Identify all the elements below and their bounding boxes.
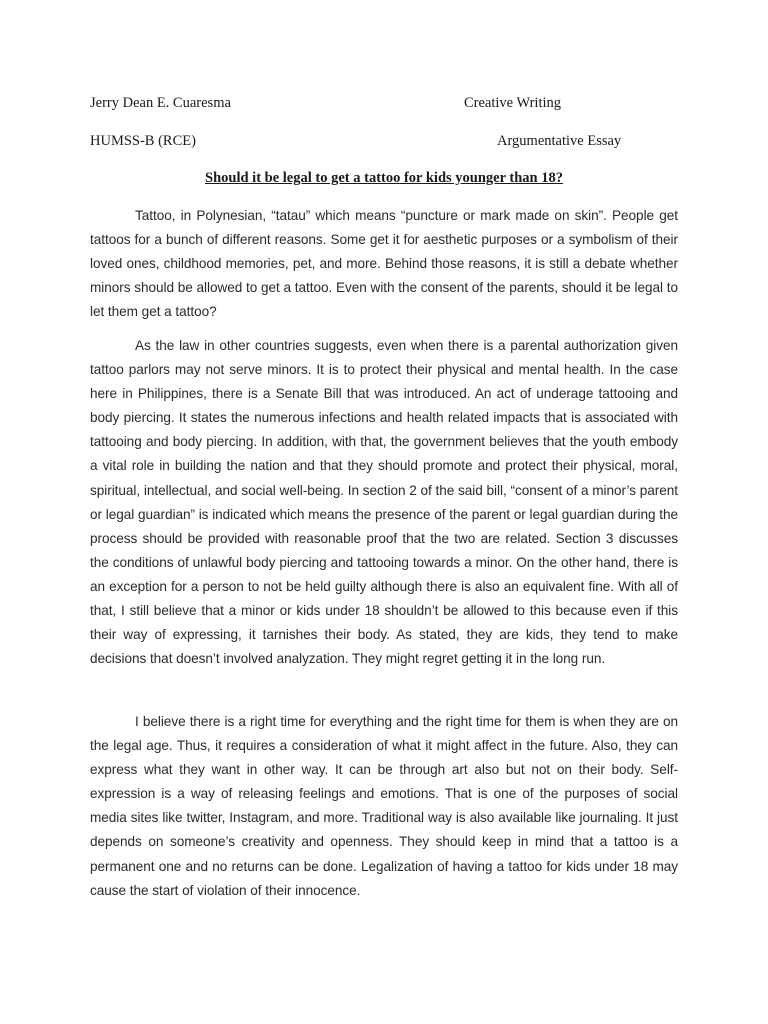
class-section: HUMSS-B (RCE) <box>90 133 196 149</box>
essay-title: Should it be legal to get a tattoo for kids younger than 18? <box>205 170 563 186</box>
essay-type: Argumentative Essay <box>497 133 622 149</box>
paragraph-3: I believe there is a right time for everything and the right time for them is when they are on the legal age. Thus, it requires a consideration of what it might affect in the future. Also, they can express what they want in other way. It can be through art also but not on their body. Self-expression is a way of releasing feelings and emotions. That is one of the purposes of social media sites like twitter, Instagram, and more. Traditional way is also available like journaling. It just depends on someone’s creativity and openness. They should keep in mind that a tattoo is a permanent one and no returns can be done. Legalization of having a tattoo for kids under 18 may cause the start of violation of their innocence. <box>90 714 678 898</box>
course-name: Creative Writing <box>464 95 561 111</box>
author-name: Jerry Dean E. Cuaresma <box>90 95 231 111</box>
paragraph-1: Tattoo, in Polynesian, “tatau” which means “puncture or mark made on skin”. People get tattoos for a bunch of different reasons. Some get it for aesthetic purposes or a symbolism of their loved ones, childhood memories, pet, and more. Behind those reasons, it is still a debate whether minors should be allowed to get a tattoo. Even with the consent of the parents, should it be legal to let them get a tattoo? <box>90 208 678 320</box>
paragraph-2: As the law in other countries suggests, even when there is a parental authorization given tattoo parlors may not serve minors. It is to protect their physical and mental health. In the case here in Philippines, there is a Senate Bill that was introduced. An act of underage tattooing and body piercing. It states the numerous infections and health related impacts that is associated with tattooing and body piercing. In addition, with that, the government believes that the youth embody a vital role in building the nation and that they should promote and protect their physical, moral, spiritual, intellectual, and social well-being. In section 2 of the said bill, “consent of a minor’s parent or legal guardian” is indicated which means the presence of the parent or legal guardian during the process should be provided with reasonable proof that the two are related. Section 3 discusses the conditions of unlawful body piercing and tattooing towards a minor. On the other hand, there is an exception for a person to not be held guilty although there is also an equivalent fine. With all of that, I still believe that a minor or kids under 18 shouldn’t be allowed to this because even if this their way of expressing, it tarnishes their body. As stated, they are kids, they tend to make decisions that doesn’t involved analyzation. They might regret getting it in the long run. <box>90 338 678 667</box>
